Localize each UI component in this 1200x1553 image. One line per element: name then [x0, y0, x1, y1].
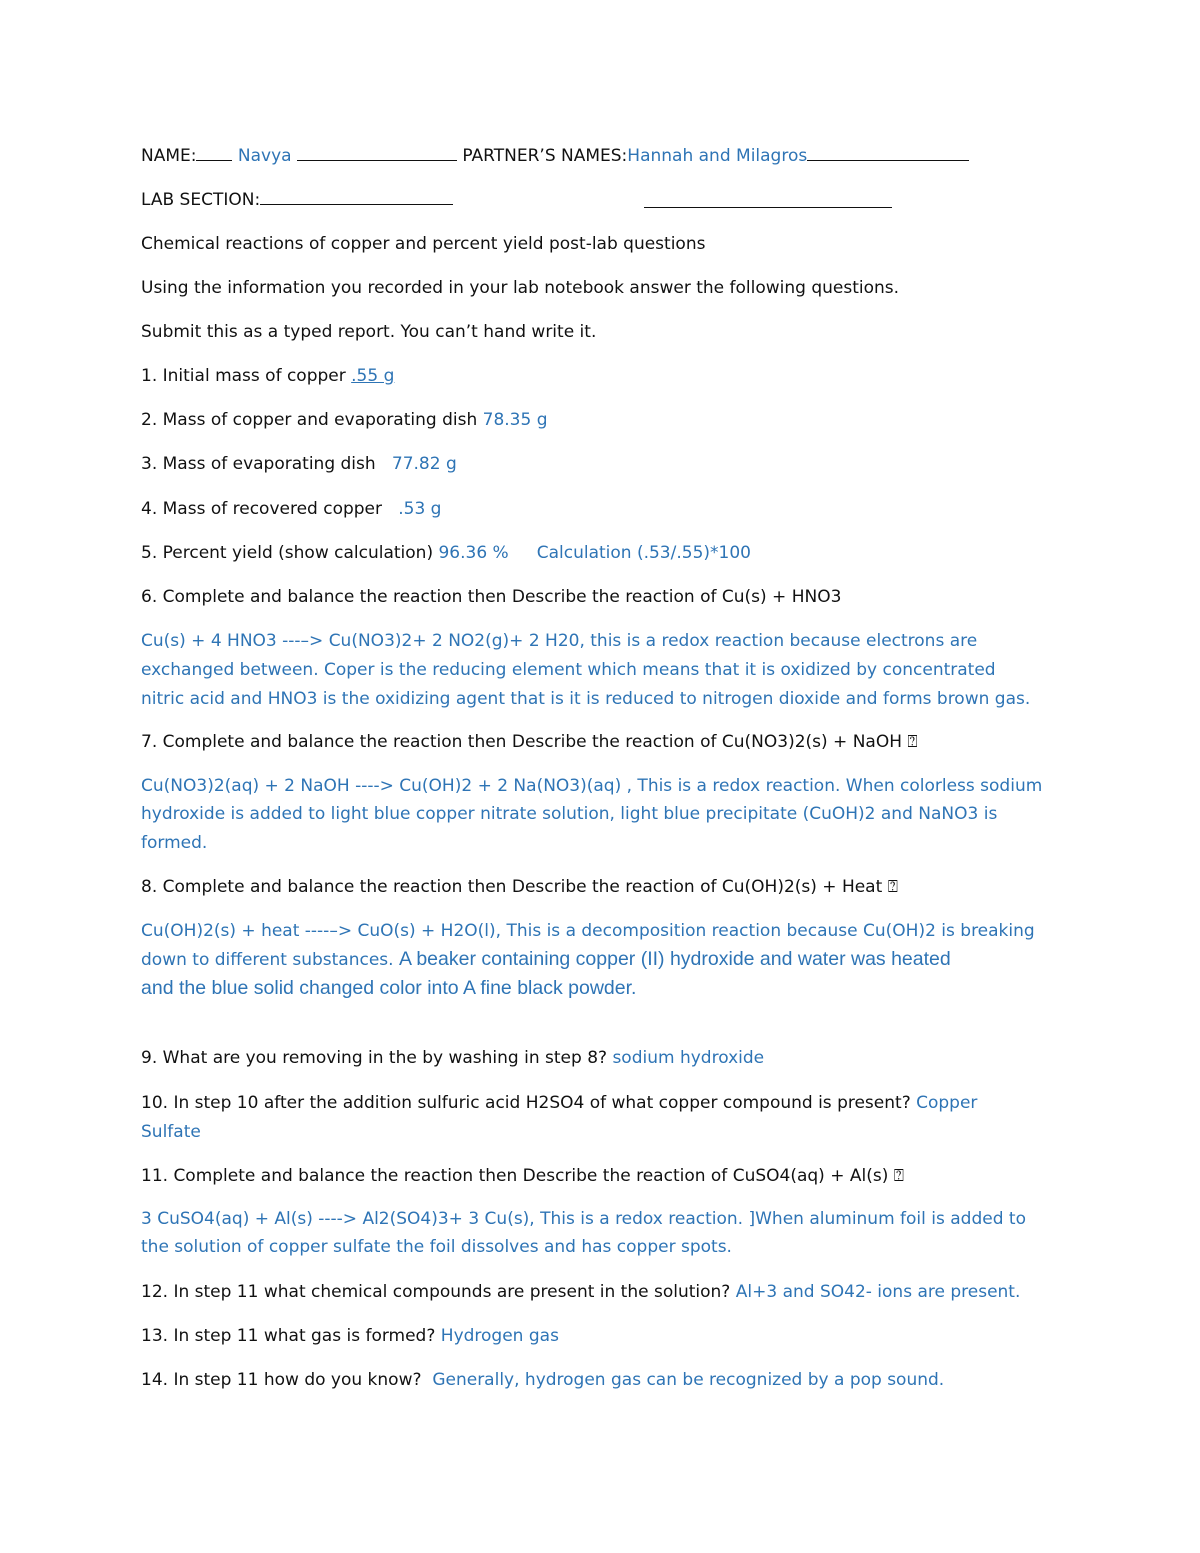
answer-7-line-3: formed. [141, 833, 208, 853]
answer-3: 77.82 g [391, 454, 457, 474]
answer-7-line-1: Cu(NO3)2(aq) + 2 NaOH ----> Cu(OH)2 + 2 Na(NO3)(aq) , This is a redox reaction. When colorless sodium [141, 776, 1043, 796]
answer-4: .53 g [398, 499, 442, 519]
partner-blank [807, 142, 969, 161]
answer-9: sodium hydroxide [612, 1048, 765, 1068]
question-7: 7. Complete and balance the reaction then Describe the reaction of Cu(NO3)2(s) + NaOH ⍰ [141, 732, 918, 752]
name-blank-trail [297, 142, 457, 161]
answer-10-part-2: Sulfate [141, 1122, 201, 1142]
question-8: 8. Complete and balance the reaction then Describe the reaction of Cu(OH)2(s) + Heat ⍰ [141, 877, 898, 897]
lab-section-line: LAB SECTION: [141, 186, 453, 214]
missing-glyph-icon: ⍰ [887, 877, 898, 897]
answer-8-line-1: Cu(OH)2(s) + heat ----–> CuO(s) + H2O(l), This is a decomposition reaction because Cu(OH)2 is breaking [141, 921, 1035, 941]
answer-11-line-1: 3 CuSO4(aq) + Al(s) ----> Al2(SO4)3+ 3 Cu(s), This is a redox reaction. ]When aluminum foil is added to [141, 1209, 1026, 1229]
question-9: 9. What are you removing in the by washing in step 8? sodium hydroxide [141, 1048, 765, 1068]
answer-13: Hydrogen gas [440, 1326, 559, 1346]
instruction-2: Submit this as a typed report. You can’t hand write it. [141, 322, 597, 342]
question-14: 14. In step 11 how do you know? Generally, hydrogen gas can be recognized by a pop sound. [141, 1370, 945, 1390]
answer-11-line-2: the solution of copper sulfate the foil dissolves and has copper spots. [141, 1237, 732, 1257]
question-10: 10. In step 10 after the addition sulfuric acid H2SO4 of what copper compound is present? Copper [141, 1093, 978, 1113]
question-5: 5. Percent yield (show calculation) 96.36 % Calculation (.53/.55)*100 [141, 543, 751, 563]
question-4: 4. Mass of recovered copper .53 g [141, 499, 442, 519]
answer-6-line-3: nitric acid and HNO3 is the oxidizing agent that is it is reduced to nitrogen dioxide and forms brown gas. [141, 689, 1031, 709]
instruction-1: Using the information you recorded in your lab notebook answer the following questions. [141, 278, 900, 298]
student-name: Navya [237, 146, 292, 166]
question-13: 13. In step 11 what gas is formed? Hydrogen gas [141, 1326, 559, 1346]
answer-6-line-1: Cu(s) + 4 HNO3 ---–> Cu(NO3)2+ 2 NO2(g)+ 2 H20, this is a redox reaction because electrons are [141, 631, 978, 651]
worksheet-title: Chemical reactions of copper and percent yield post-lab questions [141, 234, 706, 254]
answer-5: 96.36 % [438, 543, 509, 563]
answer-5-calculation: Calculation (.53/.55)*100 [536, 543, 751, 563]
extra-blank [644, 189, 892, 208]
answer-7-line-2: hydroxide is added to light blue copper nitrate solution, light blue precipitate (CuOH)2 and NaNO3 is [141, 804, 998, 824]
question-1: 1. Initial mass of copper .55 g [141, 366, 395, 386]
lab-section-blank [260, 186, 453, 205]
name-blank-lead [196, 142, 232, 161]
question-12: 12. In step 11 what chemical compounds are present in the solution? Al+3 and SO42- ions are present. [141, 1282, 1021, 1302]
question-2: 2. Mass of copper and evaporating dish 78.35 g [141, 410, 548, 430]
answer-8-line-3: and the blue solid changed color into A fine black powder. [141, 977, 637, 999]
answer-10-part-1: Copper [916, 1093, 978, 1113]
name-line: NAME: Navya PARTNER’S NAMES:Hannah and Milagros [141, 142, 969, 170]
answer-8-line-2: down to different substances. A beaker containing copper (II) hydroxide and water was heated [141, 948, 951, 970]
question-11: 11. Complete and balance the reaction then Describe the reaction of CuSO4(aq) + Al(s) ⍰ [141, 1166, 904, 1186]
answer-14: Generally, hydrogen gas can be recognized by a pop sound. [432, 1370, 945, 1390]
partner-names: Hannah and Milagros [627, 146, 808, 166]
question-6: 6. Complete and balance the reaction then Describe the reaction of Cu(s) + HNO3 [141, 587, 842, 607]
answer-2: 78.35 g [482, 410, 548, 430]
answer-6-line-2: exchanged between. Coper is the reducing element which means that it is oxidized by concentrated [141, 660, 996, 680]
answer-1: .55 g [351, 366, 395, 386]
answer-12: Al+3 and SO42- ions are present. [735, 1282, 1021, 1302]
question-3: 3. Mass of evaporating dish 77.82 g [141, 454, 457, 474]
missing-glyph-icon: ⍰ [907, 732, 918, 752]
missing-glyph-icon: ⍰ [893, 1166, 904, 1186]
